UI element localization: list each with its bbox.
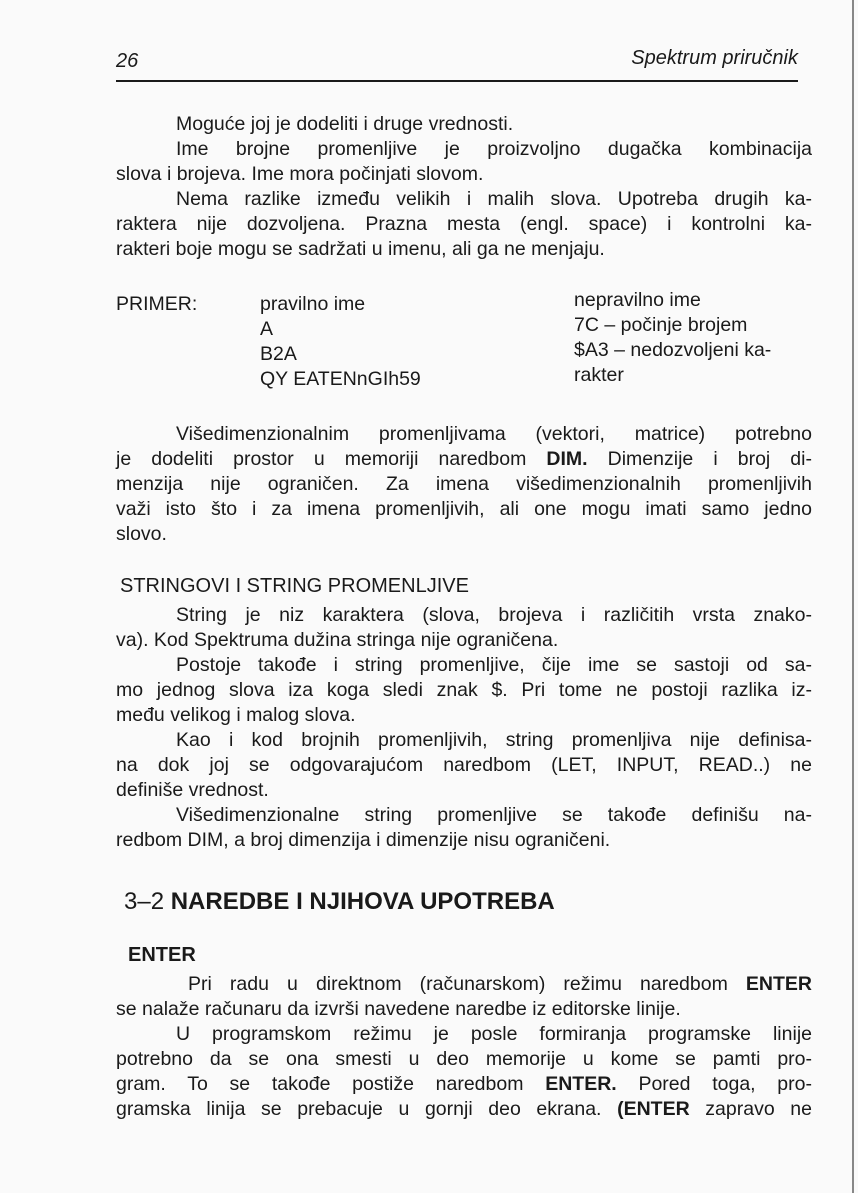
strings-heading: STRINGOVI I STRING PROMENLJIVE bbox=[120, 575, 469, 597]
text-line: Nema razlike između velikih i malih slova. Upotreba drugih ka- bbox=[176, 188, 812, 210]
scan-edge bbox=[852, 0, 854, 1193]
valid-name: QY EATENnGIh59 bbox=[260, 368, 421, 390]
text-line: menzija nije ograničen. Za imena višedimenzionalnih promenljivih bbox=[116, 473, 812, 495]
text-line: U programskom režimu je posle formiranja programske linije bbox=[176, 1023, 812, 1045]
text-line bbox=[116, 447, 812, 472]
keyword-enter: (ENTER bbox=[617, 1098, 690, 1120]
text-line: slova i brojeva. Ime mora počinjati slovom. bbox=[116, 163, 484, 185]
enter-paragraph bbox=[116, 972, 812, 1122]
text-run: Dimenzije i broj di- bbox=[587, 448, 812, 470]
page-header bbox=[116, 45, 798, 81]
text-run: Pored toga, pro- bbox=[616, 1073, 812, 1095]
text-line: definiše vrednost. bbox=[116, 779, 269, 801]
section-heading bbox=[124, 888, 555, 916]
text-run: zapravo ne bbox=[689, 1098, 812, 1120]
header-rule bbox=[116, 80, 798, 82]
example-label: PRIMER: bbox=[116, 293, 198, 315]
keyword-dim: DIM. bbox=[546, 448, 588, 470]
text-line bbox=[116, 1072, 812, 1097]
text-line: String je niz karaktera (slova, brojeva i različitih vrsta znako- bbox=[176, 604, 812, 626]
valid-name: A bbox=[260, 318, 274, 340]
keyword-enter: ENTER bbox=[745, 973, 812, 995]
text-line bbox=[116, 1097, 812, 1122]
text-line: Višedimenzionalne string promenljive se takođe definišu na- bbox=[176, 804, 812, 826]
invalid-name: rakter bbox=[574, 364, 624, 386]
valid-name: B2A bbox=[260, 343, 297, 365]
text-line: Postoje takođe i string promenljive, čije ime se sastoji od sa- bbox=[176, 654, 812, 676]
invalid-names-header: nepravilno ime bbox=[574, 289, 701, 311]
text-line: Kao i kod brojnih promenljivih, string promenljiva nije definisa- bbox=[176, 729, 812, 751]
text-line: Moguće joj je dodeliti i druge vrednosti. bbox=[176, 113, 514, 135]
enter-heading: ENTER bbox=[128, 944, 196, 966]
section-title: NAREDBE I NJIHOVA UPOTREBA bbox=[170, 888, 555, 915]
running-title: Spektrum priručnik bbox=[631, 47, 798, 69]
text-line: Višedimenzionalnim promenljivama (vektori, matrice) potrebno bbox=[176, 423, 812, 445]
text-line: se nalaže računaru da izvrši navedene naredbe iz editorske linije. bbox=[116, 998, 681, 1020]
keyword-enter: ENTER. bbox=[545, 1073, 617, 1095]
text-line bbox=[116, 972, 812, 997]
text-run: je dodeliti prostor u memoriji naredbom bbox=[116, 448, 547, 470]
text-line: rakteri boje mogu se sadržati u imenu, ali ga ne menjaju. bbox=[116, 238, 605, 260]
example-block bbox=[116, 288, 816, 398]
page-number: 26 bbox=[116, 50, 139, 72]
text-line: redbom DIM, a broj dimenzija i dimenzije nisu ograničeni. bbox=[116, 829, 611, 851]
invalid-name: $A3 – nedozvoljeni ka- bbox=[574, 339, 772, 361]
text-line: potrebno da se ona smesti u deo memorije u kome se pamti pro- bbox=[116, 1048, 812, 1070]
text-line: na dok joj se odgovarajućom naredbom (LET, INPUT, READ..) ne bbox=[116, 754, 812, 776]
invalid-names-column bbox=[574, 288, 771, 388]
text-run: gramska linija se prebacuje u gornji deo ekrana. bbox=[116, 1098, 618, 1120]
text-line: među velikog i malog slova. bbox=[116, 704, 356, 726]
intro-paragraph bbox=[116, 112, 812, 262]
text-line: raktera nije dozvoljena. Prazna mesta (engl. space) i kontrolni ka- bbox=[116, 213, 812, 235]
text-run: gram. To se takođe postiže naredbom bbox=[116, 1073, 546, 1095]
valid-names-header: pravilno ime bbox=[260, 293, 366, 315]
text-line: Ime brojne promenljive je proizvoljno dugačka kombinacija bbox=[176, 138, 812, 160]
invalid-name: 7C – počinje brojem bbox=[574, 314, 748, 336]
valid-names-column bbox=[260, 292, 421, 392]
text-run: Pri radu u direktnom (računarskom) režimu naredbom bbox=[188, 973, 746, 995]
text-line: slovo. bbox=[116, 523, 167, 545]
arrays-paragraph bbox=[116, 422, 812, 547]
text-line: va). Kod Spektruma dužina stringa nije ograničena. bbox=[116, 629, 559, 651]
text-line: mo jednog slova iza koga sledi znak $. Pri tome ne postoji razlika iz- bbox=[116, 679, 812, 701]
section-number: 3–2 bbox=[124, 888, 165, 915]
text-line: važi isto što i za imena promenljivih, ali one mogu imati samo jedno bbox=[116, 498, 812, 520]
strings-paragraph bbox=[116, 603, 812, 853]
